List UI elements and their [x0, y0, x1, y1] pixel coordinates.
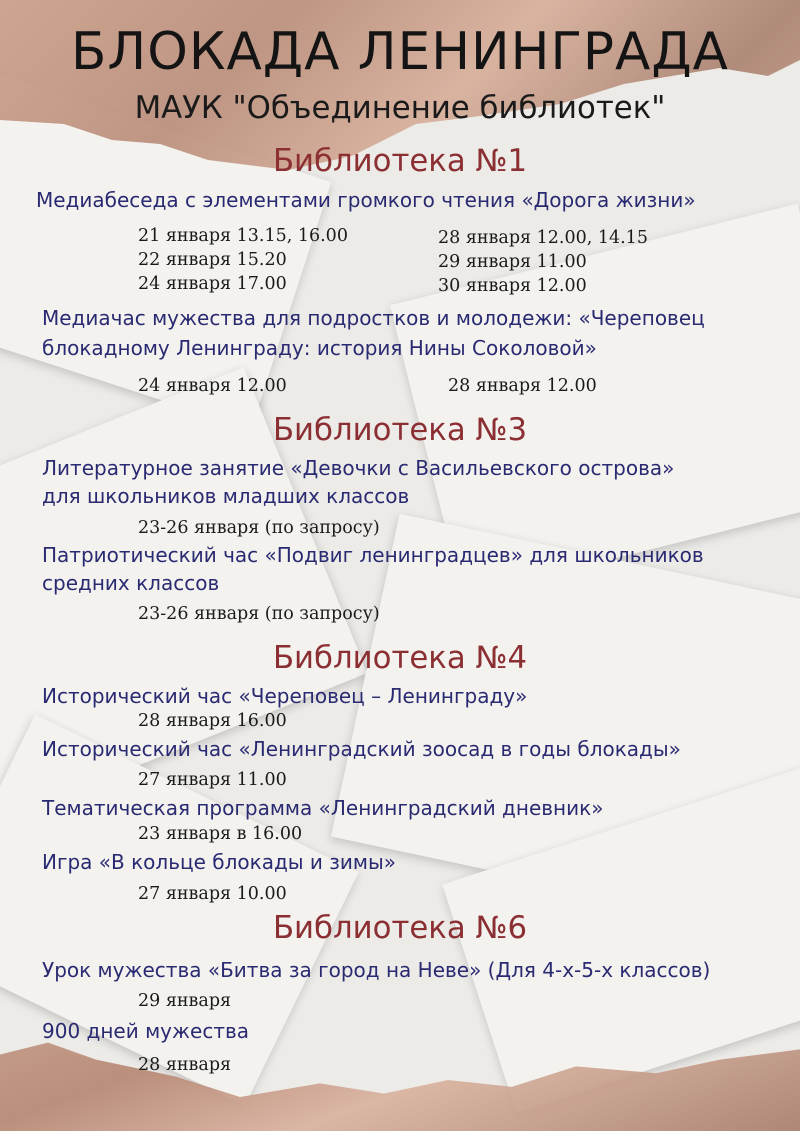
library-heading: Библиотека №4 [272, 640, 528, 676]
poster-title: БЛОКАДА ЛЕНИНГРАДА [71, 22, 729, 82]
event-title: средних классов [42, 571, 220, 595]
event-date: 30 января 12.00 [438, 276, 587, 296]
event-title: Патриотический час «Подвиг ленинградцев» для школьников [42, 543, 704, 567]
library-heading: Библиотека №3 [272, 412, 528, 448]
event-date: 28 января 12.00, 14.15 [438, 228, 648, 248]
event-title: Медиабеседа с элементами громкого чтения «Дорога жизни» [36, 188, 696, 212]
event-title: 900 дней мужества [42, 1019, 250, 1043]
event-date: 24 января 12.00 [138, 376, 287, 396]
event-title: Медиачас мужества для подростков и молодежи: «Череповец [42, 306, 705, 330]
event-date: 27 января 10.00 [138, 884, 287, 904]
event-title: Игра «В кольце блокады и зимы» [42, 850, 397, 874]
event-date: 27 января 11.00 [138, 770, 287, 790]
poster-subtitle: МАУК "Объединение библиотек" [134, 90, 666, 126]
event-title: для школьников младших классов [42, 484, 410, 508]
event-title: Литературное занятие «Девочки с Васильевского острова» [42, 456, 675, 480]
event-title: Тематическая программа «Ленинградский дневник» [42, 796, 604, 820]
event-title: Исторический час «Череповец – Ленинграду» [42, 684, 528, 708]
event-title: блокадному Ленинграду: история Нины Соколовой» [42, 336, 597, 360]
event-date: 23-26 января (по запросу) [138, 604, 380, 624]
event-date: 23-26 января (по запросу) [138, 518, 380, 538]
event-date: 28 января [138, 1055, 232, 1075]
event-date: 29 января 11.00 [438, 252, 587, 272]
event-date: 21 января 13.15, 16.00 [138, 226, 348, 246]
event-date: 24 января 17.00 [138, 274, 287, 294]
library-heading: Библиотека №1 [272, 143, 528, 179]
library-heading: Библиотека №6 [272, 910, 528, 946]
event-date: 29 января [138, 991, 232, 1011]
event-date: 28 января 16.00 [138, 711, 287, 731]
event-date: 28 января 12.00 [448, 376, 597, 396]
event-title: Исторический час «Ленинградский зоосад в годы блокады» [42, 737, 681, 761]
event-date: 23 января в 16.00 [138, 824, 303, 844]
event-date: 22 января 15.20 [138, 250, 287, 270]
event-title: Урок мужества «Битва за город на Неве» (Для 4-х-5-х классов) [42, 958, 711, 982]
